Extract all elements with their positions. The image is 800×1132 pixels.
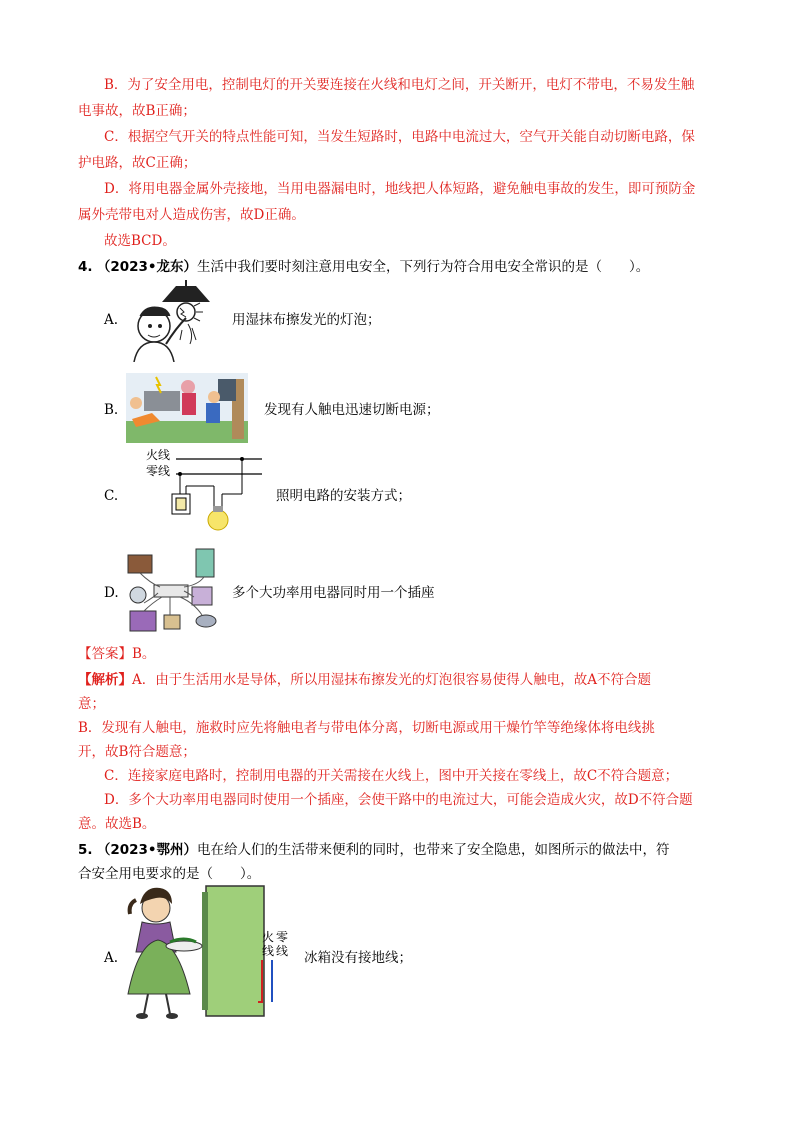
option-c-letter: C. [104,488,119,504]
fig-label-neutral: 零 [276,930,289,944]
question-stem: 生活中我们要时刻注意用电安全，下列行为符合用电安全常识的是（ ）。 [197,259,650,275]
option-b-letter: B. [104,402,119,418]
circuit-live-label: 火线 [146,448,171,462]
question-source: （2023•龙东） [96,259,198,275]
option-a-text: 冰箱没有接地线； [304,950,412,966]
analysis-b-line2: 开，故B符合题意； [78,744,196,760]
explanation-c-line2: 护电路，故C正确； [78,155,197,171]
explanation-b-line2: 电事故，故B正确； [78,103,196,119]
fig-label-line2: 线 [276,944,289,958]
explanation-d-line2: 属外壳带电对人造成伤害，故D正确。 [78,207,305,223]
option-c-text: 照明电路的安装方式； [276,488,411,504]
question-number: 4. [78,259,93,275]
option-b-text: 发现有人触电迅速切断电源； [264,402,440,418]
rescue-cut-power-illustration [126,373,248,443]
analysis-a-line2: 意； [78,696,105,712]
explanation-d-line1: D．将用电器金属外壳接地，当用电器漏电时，地线把人体短路，避免触电事故的发生，即可预防金 [104,181,696,197]
fig-label-live: 火 [262,930,275,944]
explanation-conclusion: 故选BCD。 [104,233,176,249]
option-a-letter: A. [104,312,119,328]
analysis-c-line: C．连接家庭电路时，控制用电器的开关需接在火线上，图中开关接在零线上，故C不符合题意； [104,768,679,784]
option-a-letter: A. [104,950,119,966]
lighting-circuit-diagram [150,450,270,534]
question-source: （2023•鄂州） [96,842,198,858]
question-number: 5. [78,842,93,858]
question-5-stem-line1 [78,840,670,860]
explanation-c-line1: C．根据空气开关的特点性能可知，当发生短路时，电路中电流过大，空气开关能自动切断电路，保 [104,129,695,145]
analysis-a-text: A．由于生活用水是导体，所以用湿抹布擦发光的灯泡很容易使得人触电，故A不符合题 [132,672,651,688]
question-5-stem-line2: 合安全用电要求的是（ ）。 [78,866,261,882]
option-d-letter: D. [104,585,119,601]
answer: 【答案】B。 [78,646,156,662]
analysis-a-line1 [78,670,651,690]
fig-label-line1: 线 [262,944,275,958]
option-d-text: 多个大功率用电器同时用一个插座 [232,585,435,601]
option-a-text: 用湿抹布擦发光的灯泡； [232,312,381,328]
circuit-neutral-label: 零线 [146,464,171,478]
question-stem: 电在给人们的生活带来便利的同时，也带来了安全隐患，如图所示的做法中，符 [197,842,670,858]
analysis-d-line2: 意。故选B。 [78,816,156,832]
overloaded-socket-illustration [124,545,224,637]
analysis-b-line1: B．发现有人触电，施救时应先将触电者与带电体分离，切断电源或用干燥竹竿等绝缘体将电线挑 [78,720,655,736]
analysis-tag: 【解析】 [78,672,132,688]
question-4-stem-line [78,257,649,277]
analysis-d-line1: D．多个大功率用电器同时使用一个插座，会使干路中的电流过大，可能会造成火灾，故D不符合题 [104,792,693,808]
explanation-b-line1: B．为了安全用电，控制电灯的开关要连接在火线和电灯之间，开关断开，电灯不带电，不易发生触 [104,77,695,93]
wet-cloth-bulb-illustration [124,280,224,362]
